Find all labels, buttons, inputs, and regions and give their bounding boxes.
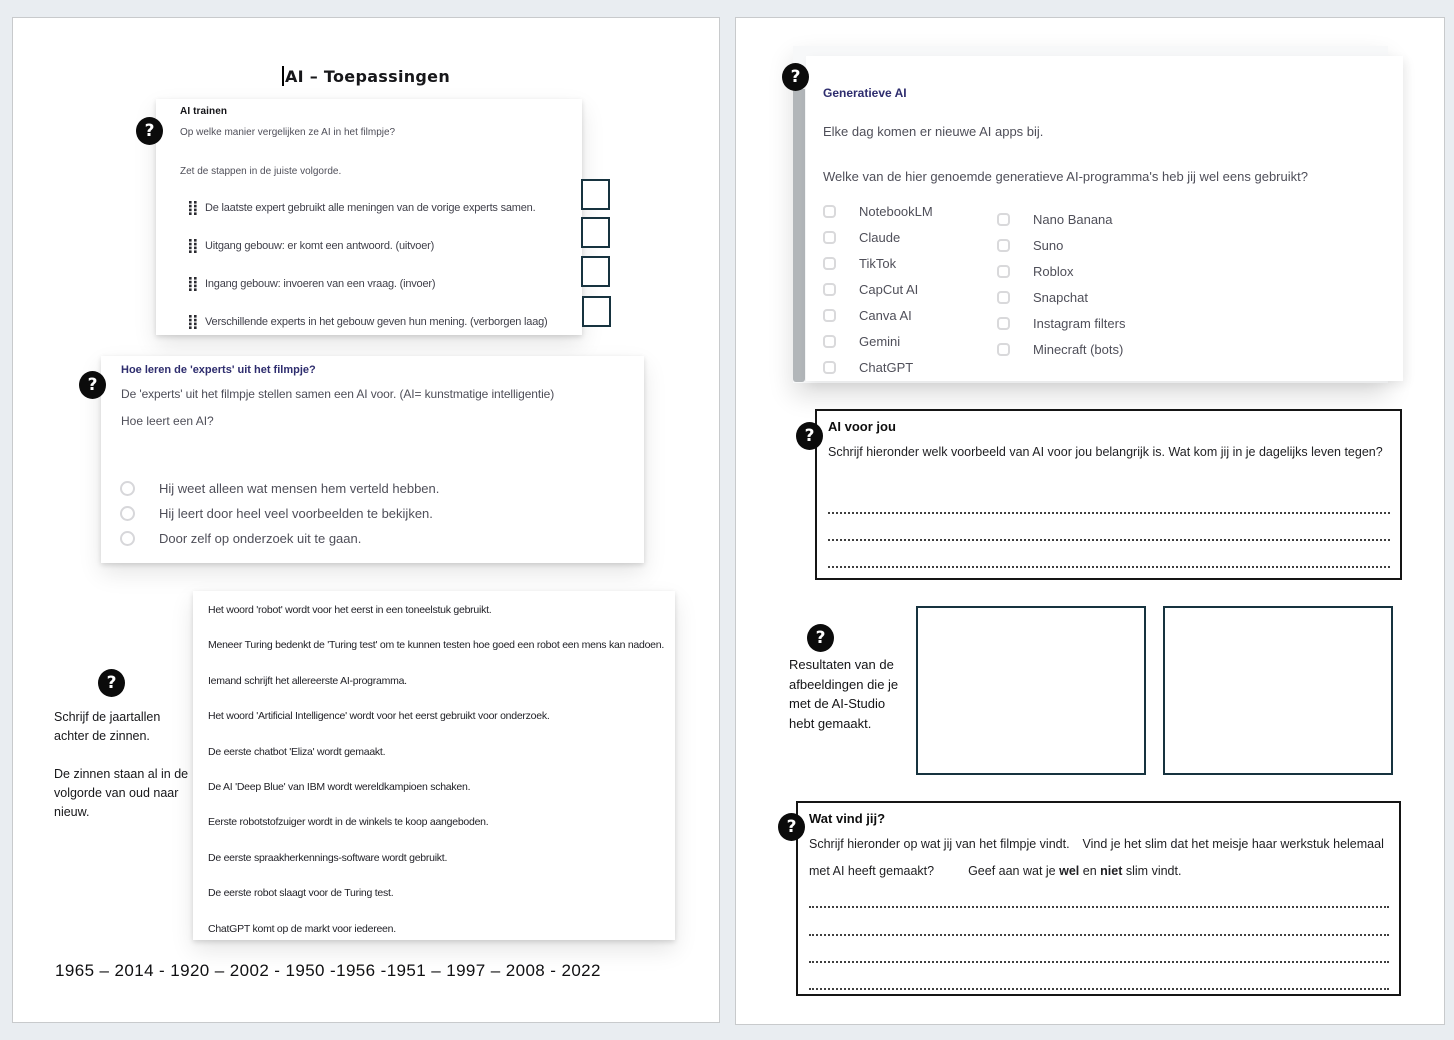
checkbox-option-snapchat[interactable] bbox=[997, 289, 1125, 306]
answer-line[interactable] bbox=[828, 539, 1390, 541]
question-mark-icon: ? bbox=[778, 813, 805, 841]
checkbox-label: Minecraft (bots) bbox=[1033, 342, 1124, 357]
checkbox-icon[interactable] bbox=[823, 231, 836, 244]
checkbox-icon[interactable] bbox=[823, 283, 836, 296]
checkbox-icon[interactable] bbox=[997, 213, 1010, 226]
question-text: Op welke manier vergelijken ze AI in het filmpje? bbox=[180, 127, 396, 138]
question-mark-icon: ? bbox=[807, 624, 834, 652]
section-wat-vind-jij bbox=[796, 801, 1401, 996]
drag-handle-icon[interactable] bbox=[189, 277, 197, 291]
drag-item-label: De laatste expert gebruikt alle meningen van de vorige experts samen. bbox=[205, 202, 536, 214]
checkbox-icon[interactable] bbox=[997, 239, 1010, 252]
checkbox-icon[interactable] bbox=[823, 335, 836, 348]
checkbox-column-2 bbox=[997, 211, 1125, 367]
checkbox-option-tiktok[interactable] bbox=[823, 255, 933, 272]
checkbox-option-roblox[interactable] bbox=[997, 263, 1125, 280]
question-mark-icon: ? bbox=[136, 117, 163, 145]
radio-icon[interactable] bbox=[120, 506, 135, 521]
results-caption: Resultaten van de afbeeldingen die je met de AI-Studio hebt gemaakt. bbox=[789, 657, 899, 731]
prompt-part: Schrijf hieronder op wat jij van het filmpje vindt. bbox=[809, 837, 1070, 851]
radio-label: Door zelf op onderzoek uit te gaan. bbox=[159, 531, 362, 546]
checkbox-label: Suno bbox=[1033, 238, 1064, 253]
drag-handle-icon[interactable] bbox=[189, 201, 197, 215]
checkbox-label: Roblox bbox=[1033, 264, 1074, 279]
checkbox-column-1 bbox=[823, 203, 933, 385]
checkbox-label: Instagram filters bbox=[1033, 316, 1126, 331]
prompt-bold: wel bbox=[1059, 864, 1080, 878]
timeline-sentence: De eerste chatbot 'Eliza' wordt gemaakt. bbox=[208, 745, 386, 758]
radio-option[interactable] bbox=[120, 526, 644, 551]
instruction-text: Zet de stappen in de juiste volgorde. bbox=[180, 166, 342, 177]
radio-label: Hij leert door heel veel voorbeelden te bekijken. bbox=[159, 506, 433, 521]
checkbox-label: ChatGPT bbox=[859, 360, 914, 375]
answer-line[interactable] bbox=[809, 961, 1389, 963]
instruction-text: De zinnen staan al in de volgorde van oud naar nieuw. bbox=[54, 767, 189, 819]
body-text: Elke dag komen er nieuwe AI apps bij. bbox=[823, 124, 1044, 139]
checkbox-option-suno[interactable] bbox=[997, 237, 1125, 254]
image-result-box-2[interactable] bbox=[1163, 606, 1393, 775]
section-generatieve-ai bbox=[806, 56, 1403, 381]
answer-line[interactable] bbox=[828, 566, 1390, 568]
timeline-sentence: Iemand schrijft het allereerste AI-programma. bbox=[208, 674, 407, 687]
question-text: Welke van de hier genoemde generatieve AI-programma's heb jij wel eens gebruikt? bbox=[823, 169, 1308, 184]
checkbox-icon[interactable] bbox=[997, 343, 1010, 356]
radio-option[interactable] bbox=[120, 501, 644, 526]
answer-line[interactable] bbox=[828, 512, 1390, 514]
checkbox-option-nano-banana[interactable] bbox=[997, 211, 1125, 228]
order-answer-box-2[interactable] bbox=[581, 217, 610, 248]
aside-instructions bbox=[54, 708, 192, 822]
checkbox-option-claude[interactable] bbox=[823, 229, 933, 246]
checkbox-label: Nano Banana bbox=[1033, 212, 1113, 227]
section-heading: Wat vind jij? bbox=[809, 811, 886, 826]
prompt-part: slim vindt. bbox=[1125, 864, 1182, 878]
prompt-part: Geef aan wat je bbox=[968, 864, 1056, 878]
prompt-text: Schrijf hieronder welk voorbeeld van AI voor jou belangrijk is. Wat kom jij in je dagelijks leven tegen? bbox=[828, 445, 1383, 459]
drag-item[interactable] bbox=[189, 277, 582, 291]
section-heading: AI voor jou bbox=[828, 419, 896, 434]
body-text: De 'experts' uit het filmpje stellen samen een AI voor. (AI= kunstmatige intelligentie) bbox=[121, 387, 555, 401]
checkbox-icon[interactable] bbox=[997, 317, 1010, 330]
checkbox-option-minecraft-bots[interactable] bbox=[997, 341, 1125, 358]
radio-icon[interactable] bbox=[120, 531, 135, 546]
worksheet-page-left bbox=[12, 17, 720, 1023]
question-mark-icon: ? bbox=[782, 63, 809, 91]
section-heading: Generatieve AI bbox=[823, 86, 907, 100]
section-ai-trainen bbox=[156, 99, 582, 335]
answer-line[interactable] bbox=[809, 906, 1389, 908]
checkbox-icon[interactable] bbox=[823, 205, 836, 218]
checkbox-icon[interactable] bbox=[997, 265, 1010, 278]
question-mark-icon: ? bbox=[98, 669, 125, 697]
checkbox-option-notebooklm[interactable] bbox=[823, 203, 933, 220]
drag-handle-icon[interactable] bbox=[189, 239, 197, 253]
page-title: AI – Toepassingen bbox=[13, 66, 719, 86]
checkbox-label: TikTok bbox=[859, 256, 897, 271]
checkbox-label: NotebookLM bbox=[859, 204, 933, 219]
order-answer-box-4[interactable] bbox=[582, 296, 611, 327]
answer-line[interactable] bbox=[809, 988, 1389, 990]
drag-item-label: Uitgang gebouw: er komt een antwoord. (uitvoer) bbox=[205, 240, 435, 252]
drag-item-label: Verschillende experts in het gebouw geven hun mening. (verborgen laag) bbox=[205, 316, 548, 328]
section-heading: Hoe leren de 'experts' uit het filmpje? bbox=[121, 364, 316, 376]
checkbox-option-instagram-filters[interactable] bbox=[997, 315, 1125, 332]
checkbox-option-canva[interactable] bbox=[823, 307, 933, 324]
timeline-sentence: De eerste spraakherkennings-software wordt gebruikt. bbox=[208, 851, 448, 864]
years-list: 1965 – 2014 - 1920 – 2002 - 1950 -1956 -1951 – 1997 – 2008 - 2022 bbox=[55, 961, 601, 980]
section-ai-voor-jou bbox=[815, 409, 1402, 580]
timeline-sentence: ChatGPT komt op de markt voor iedereen. bbox=[208, 922, 396, 935]
checkbox-option-capcut[interactable] bbox=[823, 281, 933, 298]
prompt-part: Vind je het slim dat het meisje haar werkstuk helemaal met AI heeft gemaakt? bbox=[809, 837, 1384, 878]
checkbox-option-chatgpt[interactable] bbox=[823, 359, 933, 376]
worksheet-page-right bbox=[735, 17, 1445, 1025]
order-answer-box-3[interactable] bbox=[581, 256, 610, 287]
radio-icon[interactable] bbox=[120, 481, 135, 496]
radio-option[interactable] bbox=[120, 476, 644, 501]
checkbox-icon[interactable] bbox=[823, 257, 836, 270]
drag-item-label: Ingang gebouw: invoeren van een vraag. (invoer) bbox=[205, 278, 436, 290]
question-text: Hoe leert een AI? bbox=[121, 414, 214, 428]
question-mark-icon: ? bbox=[796, 422, 823, 450]
question-mark-icon: ? bbox=[79, 371, 106, 399]
answer-line[interactable] bbox=[809, 934, 1389, 936]
order-answer-box-1[interactable] bbox=[581, 179, 610, 210]
checkbox-icon[interactable] bbox=[997, 291, 1010, 304]
drag-handle-icon[interactable] bbox=[189, 315, 197, 329]
checkbox-icon[interactable] bbox=[823, 309, 836, 322]
drag-item[interactable] bbox=[189, 315, 582, 329]
timeline-sentence: De eerste robot slaagt voor de Turing test. bbox=[208, 887, 394, 900]
timeline-sentence: De AI 'Deep Blue' van IBM wordt wereldkampioen schaken. bbox=[208, 780, 471, 793]
drag-item[interactable] bbox=[189, 239, 582, 253]
drag-item[interactable] bbox=[189, 201, 582, 215]
text-cursor bbox=[282, 66, 284, 86]
section-timeline bbox=[193, 591, 675, 940]
checkbox-label: Claude bbox=[859, 230, 901, 245]
timeline-sentence: Het woord 'Artificial Intelligence' wordt voor het eerst gebruikt voor onderzoek. bbox=[208, 710, 550, 723]
checkbox-label: CapCut AI bbox=[859, 282, 919, 297]
card-edge-strip bbox=[793, 89, 805, 382]
image-result-box-1[interactable] bbox=[916, 606, 1146, 775]
checkbox-label: Snapchat bbox=[1033, 290, 1088, 305]
timeline-sentence: Meneer Turing bedenkt de 'Turing test' om te kunnen testen hoe goed een robot een mens kan nadoen. bbox=[208, 639, 665, 652]
section-heading: AI trainen bbox=[180, 106, 228, 117]
section-experts bbox=[101, 356, 644, 563]
timeline-sentence: Het woord 'robot' wordt voor het eerst in een toneelstuk gebruikt. bbox=[208, 604, 492, 616]
checkbox-label: Gemini bbox=[859, 334, 901, 349]
radio-label: Hij weet alleen wat mensen hem verteld hebben. bbox=[159, 481, 440, 496]
instruction-text: Schrijf de jaartallen achter de zinnen. bbox=[54, 710, 161, 743]
checkbox-label: Canva AI bbox=[859, 308, 912, 323]
prompt-text bbox=[809, 831, 1387, 885]
checkbox-icon[interactable] bbox=[823, 361, 836, 374]
prompt-bold: niet bbox=[1100, 864, 1123, 878]
prompt-part: en bbox=[1082, 864, 1097, 878]
checkbox-option-gemini[interactable] bbox=[823, 333, 933, 350]
radio-group bbox=[120, 476, 644, 551]
timeline-sentence: Eerste robotstofzuiger wordt in de winkels te koop aangeboden. bbox=[208, 816, 489, 829]
